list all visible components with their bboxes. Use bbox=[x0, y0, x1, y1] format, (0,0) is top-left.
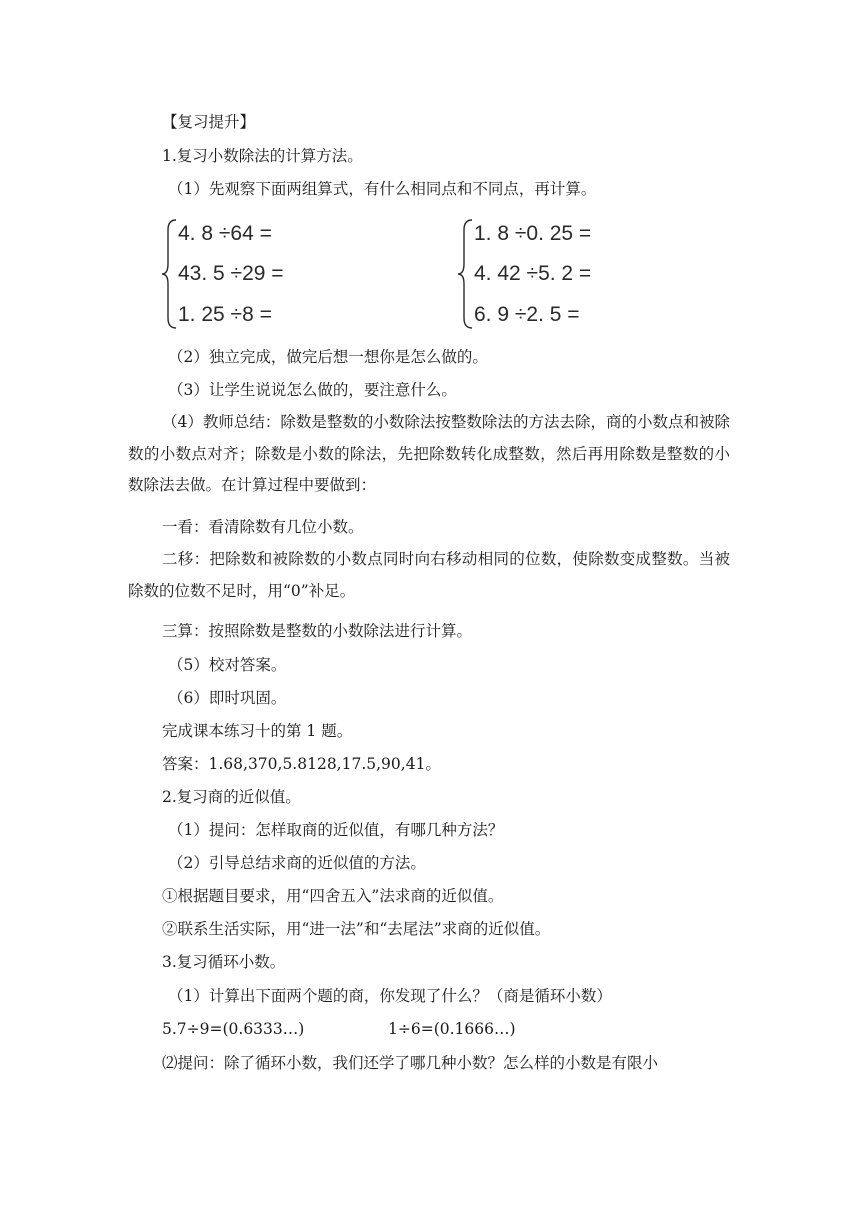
method-ceiling-floor: ②联系生活实际，用“进一法”和“去尾法”求商的近似值。 bbox=[162, 920, 551, 938]
right-brace bbox=[456, 218, 474, 330]
answer-line: 答案：1.68,370,5.8128,17.5,90,41。 bbox=[162, 755, 441, 773]
left-formula-3: 1. 25 ÷8 = bbox=[178, 303, 272, 326]
example-b: 1÷6=(0.1666…) bbox=[388, 1020, 516, 1038]
step-move: 二移：把除数和被除数的小数点同时向右移动相同的位数，使除数变成整数。当被除数的位数不足时，用“0”补足。 bbox=[128, 550, 730, 600]
question-1-3: （3）让学生说说怎么做的，要注意什么。 bbox=[168, 381, 457, 399]
left-formula-1: 4. 8 ÷64 = bbox=[178, 222, 272, 245]
question-2-2: （2）引导总结求商的近似值的方法。 bbox=[168, 854, 426, 872]
section-title: 【复习提升】 bbox=[162, 113, 256, 131]
right-formula-3: 6. 9 ÷2. 5 = bbox=[474, 303, 580, 326]
question-1-6: （6）即时巩固。 bbox=[168, 689, 287, 707]
step-calculate: 三算：按照除数是整数的小数除法进行计算。 bbox=[162, 622, 473, 640]
right-formula-1: 1. 8 ÷0. 25 = bbox=[474, 222, 592, 245]
teacher-summary: （4）教师总结：除数是整数的小数除法按整数除法的方法去除，商的小数点和被除数的小数点对齐；除数是小数的除法，先把除数转化成整数，然后再用除数是整数的小数除法去做。在计算过程中要做到： bbox=[128, 413, 730, 494]
method-rounding: ①根据题目要求，用“四舍五入”法求商的近似值。 bbox=[162, 887, 504, 905]
question-3-2: ⑵提问：除了循环小数，我们还学了哪几种小数？怎么样的小数是有限小 bbox=[162, 1054, 659, 1072]
question-2-1: （1）提问：怎样取商的近似值，有哪几种方法？ bbox=[168, 821, 504, 839]
exercise-note: 完成课本练习十的第 1 题。 bbox=[162, 722, 353, 740]
heading-review-division: 1.复习小数除法的计算方法。 bbox=[162, 147, 363, 165]
question-1-2: （2）独立完成，做完后想一想你是怎么做的。 bbox=[168, 348, 488, 366]
left-brace bbox=[160, 218, 178, 330]
question-3-1: （1）计算出下面两个题的商，你发现了什么？（商是循环小数） bbox=[168, 987, 612, 1005]
question-1-1: （1）先观察下面两组算式，有什么相同点和不同点，再计算。 bbox=[168, 180, 597, 198]
heading-repeating-decimals: 3.复习循环小数。 bbox=[162, 953, 286, 971]
heading-approximation: 2.复习商的近似值。 bbox=[162, 788, 301, 806]
question-1-5: （5）校对答案。 bbox=[168, 656, 287, 674]
step-look: 一看：看清除数有几位小数。 bbox=[162, 518, 364, 536]
left-formula-2: 43. 5 ÷29 = bbox=[178, 262, 284, 285]
example-a: 5.7÷9=(0.6333…) bbox=[162, 1020, 305, 1038]
right-formula-2: 4. 42 ÷5. 2 = bbox=[474, 262, 592, 285]
